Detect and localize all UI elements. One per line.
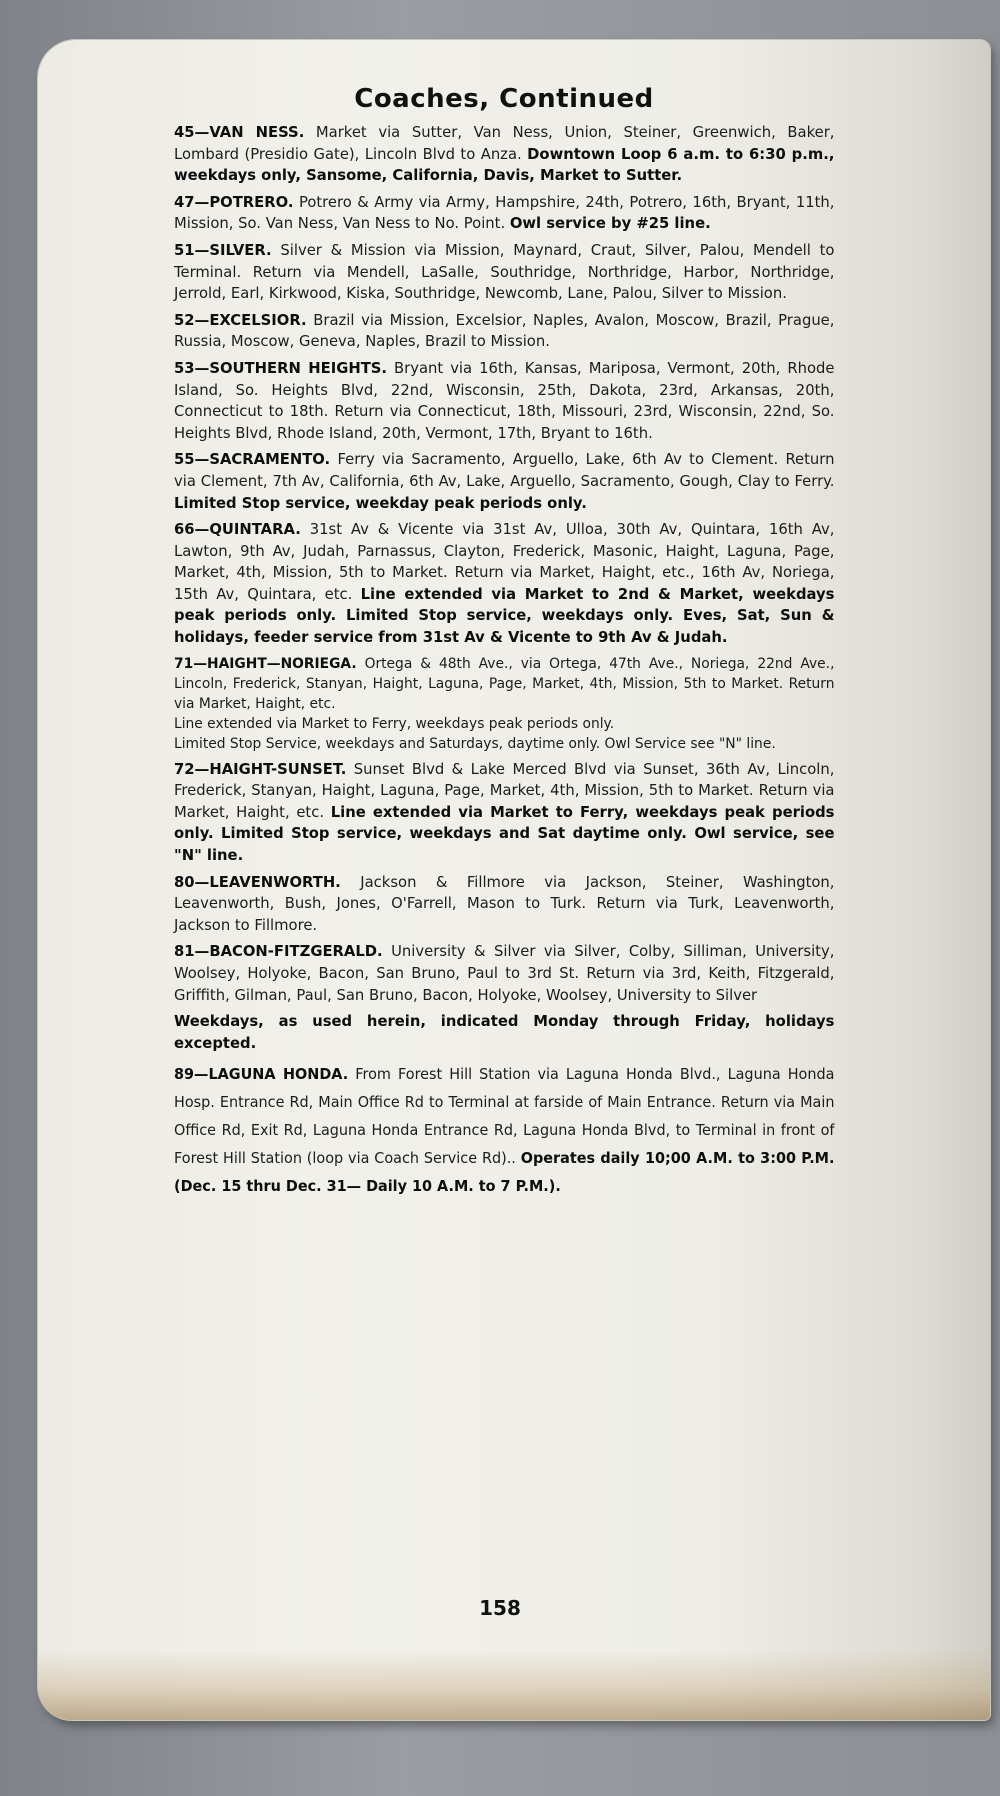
route-entry-53 [174,358,834,444]
page-title: Coaches, Continued [354,84,654,114]
route-description: 31st Av & Vicente via 31st Av, Ulloa, 30th Av, Quintara, 16th Av, Lawton, 9th Av, Judah, Parnassus, Clayton, Frederick, Masonic, Haight, Laguna, Page, Market, 4th, Mission, 5th to Market. Return via Market, Haight, etc., 16th Av, Noriega, 15th Av, Quintara, etc. [174,520,835,603]
route-entry-72 [174,759,834,867]
route-description: Ferry via Sacramento, Arguello, Lake, 6th Av to Clement. Return via Clement, 7th Av, California, 6th Av, Lake, Arguello, Sacramento, Gough, Clay to Ferry. [174,450,835,490]
route-description: Ortega & 48th Ave., via Ortega, 47th Ave., Noriega, 22nd Ave., Lincoln, Frederick, Stanyan, Haight, Laguna, Page, Market, 4th, Mission, 5th to Market. Return via Market, Haight, etc. [174,655,835,712]
route-entry-80 [174,872,834,937]
route-name: 53—SOUTHERN HEIGHTS. [174,358,388,377]
route-description: Bryant via 16th, Kansas, Mariposa, Vermont, 20th, Rhode Island, So. Heights Blvd, 22nd, Wisconsin, 25th, Dakota, 23rd, Arkansas, 20th, Connecticut to 18th. Return via Connecticut, 18th, Missouri, 23rd, Wisconsin, 22nd, So. Heights Blvd, Rhode Island, 20th, Vermont, 17th, Bryant to 16th. [174,358,835,442]
route-description: Brazil via Mission, Excelsior, Naples, Avalon, Moscow, Brazil, Prague, Russia, Moscow, Geneva, Naples, Brazil to Mission. [174,310,835,351]
route-name: 71—HAIGHT—NORIEGA. [174,655,357,672]
route-name: 72—HAIGHT-SUNSET. [174,759,347,778]
route-service-note: Limited Stop Service, weekdays and Saturdays, daytime only. Owl Service see "N" line. [174,735,776,752]
route-description: Jackson & Fillmore via Jackson, Steiner, Washington, Leavenworth, Bush, Jones, O'Farrell, Mason to Turk. Return via Turk, Leavenworth, Jackson to Fillmore. [174,872,835,934]
route-name: 81—BACON-FITZGERALD. [174,942,383,961]
route-description: Market via Sutter, Van Ness, Union, Steiner, Greenwich, Baker, Lombard (Presidio Gate), Lincoln Blvd to Anza. [174,123,835,163]
route-entry-45 [174,122,834,187]
route-description: Sunset Blvd & Lake Merced Blvd via Sunset, 36th Av, Lincoln, Frederick, Stanyan, Haight, Laguna, Page, Market, 4th, Mission, 5th to Market. Return via Market, Haight, etc. [174,759,835,821]
route-name: 47—POTRERO. [174,192,294,211]
route-service-note: Owl service by #25 line. [509,214,711,233]
route-extension-note: Line extended via Market to Ferry, weekdays peak periods only. [174,715,615,732]
route-description: Silver & Mission via Mission, Maynard, Craut, Silver, Palou, Mendell to Terminal. Return via Mendell, LaSalle, Southridge, Northridge, Harbor, Northridge, Jerrold, Earl, Kirkwood, Kiska, Southridge, Newcomb, Lane, Palou, Silver to Mission. [174,240,835,303]
route-description: From Forest Hill Station via Laguna Honda Blvd., Laguna Honda Hosp. Entrance Rd, Main Office Rd to Terminal at farside of Main Entrance. Return via Main Office Rd, Exit Rd, Laguna Honda Entrance Rd, Laguna Honda Blvd, to Terminal in front of Forest Hill Station (loop via Coach Service Rd).. [174,1065,835,1168]
page-content [174,84,834,1205]
route-name: 45—VAN NESS. [174,123,305,141]
route-entry-71 [174,654,834,754]
route-service-note: Line extended via Market to 2nd & Market, weekdays peak periods only. Limited Stop service, weekdays only. Eves, Sat, Sun & holidays, feeder service from 31st Av & Vicente to 9th Av & Judah. [174,584,835,647]
route-service-note: Limited Stop service, weekday peak periods only. [174,493,587,512]
route-entry-81 [174,941,834,1006]
route-description: University & Silver via Silver, Colby, Silliman, University, Woolsey, Holyoke, Bacon, San Bruno, Paul to 3rd St. Return via 3rd, Keith, Fitzgerald, Griffith, Gilman, Paul, San Bruno, Bacon, Holyoke, Woolsey, University to Silver [174,942,835,1004]
route-entry-55 [174,449,834,514]
route-name: 89—LAGUNA HONDA. [174,1065,349,1084]
route-service-note: Operates daily 10;00 A.M. to 3:00 P.M. (Dec. 15 thru Dec. 31— Daily 10 A.M. to 7 P.M.). [174,1149,835,1196]
weekdays-note [174,1011,834,1054]
route-name: 66—QUINTARA. [174,520,301,539]
route-name: 55—SACRAMENTO. [174,450,331,469]
page-number: 158 [479,1596,521,1620]
route-entry-47 [174,192,834,235]
route-entry-89 [174,1060,834,1200]
route-entry-52 [174,310,834,353]
route-entry-66 [174,519,834,649]
route-service-note: Line extended via Market to Ferry, weekdays peak periods only. Limited Stop service, weekdays and Sat daytime only. Owl service, see "N" line. [174,802,835,865]
route-service-note: Downtown Loop 6 a.m. to 6:30 p.m., weekdays only, Sansome, California, Davis, Market to Sutter. [174,144,835,185]
route-name: 51—SILVER. [174,240,272,259]
route-name: 52—EXCELSIOR. [174,310,307,329]
route-name: 80—LEAVENWORTH. [174,872,341,891]
weekdays-note-text: Weekdays, as used herein, indicated Monday through Friday, holidays excepted. [174,1012,835,1052]
route-entry-51 [174,240,834,305]
route-description: Potrero & Army via Army, Hampshire, 24th, Potrero, 16th, Bryant, 11th, Mission, So. Van Ness, Van Ness to No. Point. [174,192,835,233]
